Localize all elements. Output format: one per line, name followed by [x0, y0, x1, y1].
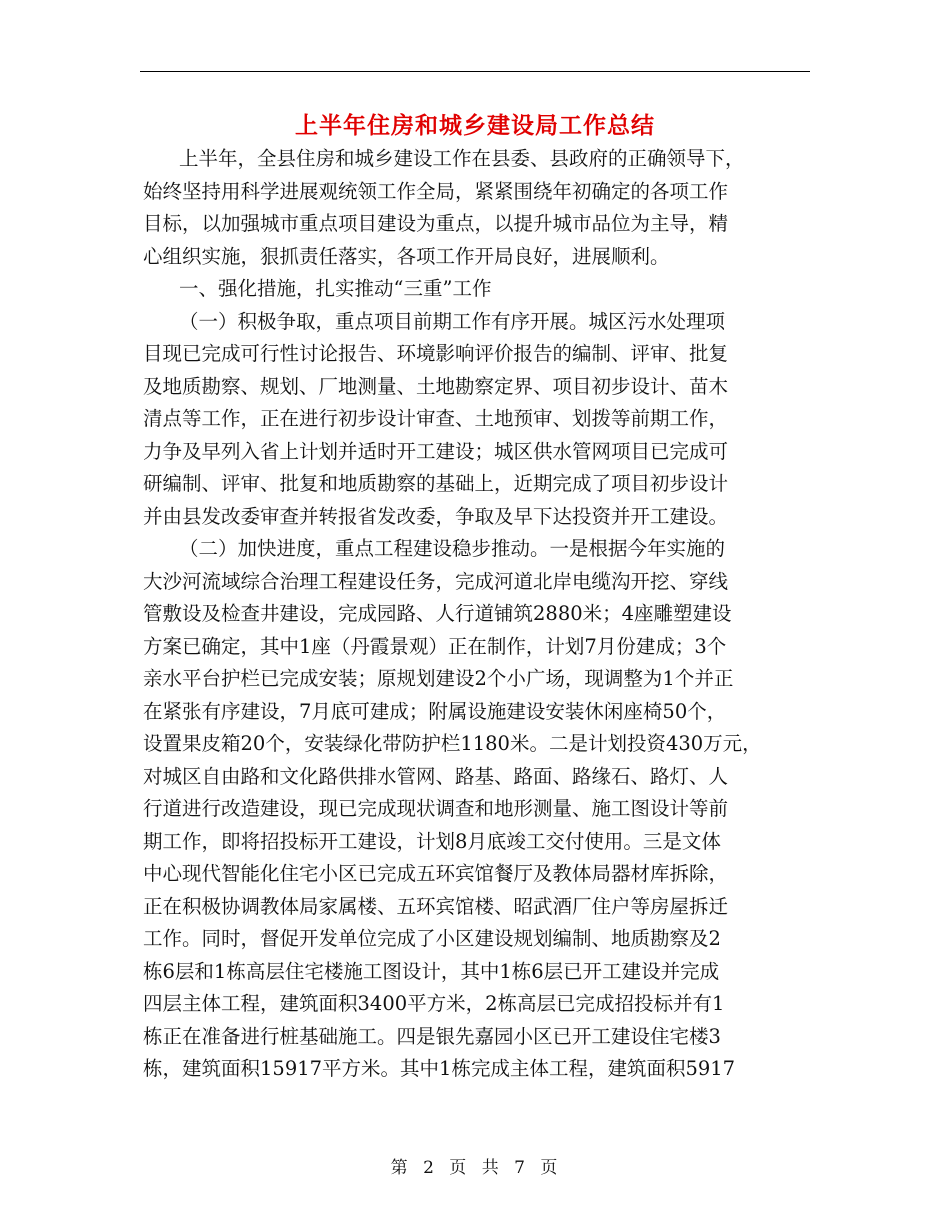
- text-line: 中心现代智能化住宅小区已完成五环宾馆餐厅及教体局器材库拆除，: [143, 862, 729, 885]
- text-line: 研编制、评审、批复和地质勘察的基础上，近期完成了项目初步设计: [143, 472, 729, 495]
- text-line: 正在积极协调教体局家属楼、五环宾馆楼、昭武酒厂住户等房屋拆迁: [143, 894, 729, 918]
- text-line: 亲水平台护栏已完成安装；原规划建设2个小广场，现调整为1个并正: [143, 667, 734, 690]
- text-line: 方案已确定，其中1座（丹霞景观）正在制作，计划7月份建成；3个: [143, 634, 727, 658]
- text-line: 目现已完成可行性讨论报告、环境影响评价报告的编制、评审、批复: [143, 342, 729, 365]
- text-line: 及地质勘察、规划、厂地测量、土地勘察定界、项目初步设计、苗木: [143, 374, 729, 398]
- header-rule: [140, 71, 810, 72]
- text-line: 心组织实施，狠抓责任落实，各项工作开局良好，进展顺利。: [143, 244, 670, 268]
- text-line: 对城区自由路和文化路供排水管网、路基、路面、路缘石、路灯、人: [143, 764, 729, 788]
- text-line: 管敷设及检查井建设，完成园路、人行道铺筑2880米；4座雕塑建设: [143, 602, 732, 625]
- document-title: 上半年住房和城乡建设局工作总结: [295, 113, 655, 139]
- text-line: 并由县发改委审查并转报省发改委，争取及早下达投资并开工建设。: [143, 504, 729, 528]
- text-line: （一）积极争取，重点项目前期工作有序开展。城区污水处理项: [179, 309, 726, 333]
- text-line: 在紧张有序建设，7月底可建成；附属设施建设安装休闲座椅50个，: [143, 699, 727, 723]
- text-line: 目标，以加强城市重点项目建设为重点，以提升城市品位为主导，精: [143, 212, 729, 235]
- document-body: [143, 143, 823, 1086]
- text-line: 大沙河流域综合治理工程建设任务，完成河道北岸电缆沟开挖、穿线: [143, 569, 729, 593]
- text-line: 工作。同时，督促开发单位完成了小区建设规划编制、地质勘察及2: [143, 927, 721, 950]
- text-line: （二）加快进度，重点工程建设稳步推动。一是根据今年实施的: [179, 537, 726, 560]
- text-line: 栋正在准备进行桩基础施工。四是银先嘉园小区已开工建设住宅楼3: [143, 1024, 721, 1048]
- text-line: 栋，建筑面积15917平方米。其中1栋完成主体工程，建筑面积5917: [143, 1057, 736, 1080]
- page-number-footer: 第 2 页 共 7 页: [390, 1158, 560, 1178]
- text-line: 力争及早列入省上计划并适时开工建设；城区供水管网项目已完成可: [143, 439, 729, 463]
- text-line: 设置果皮箱20个，安装绿化带防护栏1180米。二是计划投资430万元，: [143, 732, 762, 755]
- text-line: 期工作，即将招投标开工建设，计划8月底竣工交付使用。三是文体: [143, 829, 721, 853]
- text-line: 始终坚持用科学进展观统领工作全局，紧紧围绕年初确定的各项工作: [143, 179, 729, 203]
- text-line: 上半年，全县住房和城乡建设工作在县委、县政府的正确领导下，: [179, 147, 745, 170]
- text-line: 行道进行改造建设，现已完成现状调查和地形测量、施工图设计等前: [143, 797, 729, 820]
- text-line: 清点等工作，正在进行初步设计审查、土地预审、划拨等前期工作，: [143, 407, 729, 430]
- section-heading: 一、强化措施，扎实推动“三重”工作: [179, 277, 492, 300]
- text-line: 栋6层和1栋高层住宅楼施工图设计，其中1栋6层已开工建设并完成: [143, 959, 720, 983]
- text-line: 四层主体工程，建筑面积3400平方米，2栋高层已完成招投标并有1: [143, 992, 725, 1015]
